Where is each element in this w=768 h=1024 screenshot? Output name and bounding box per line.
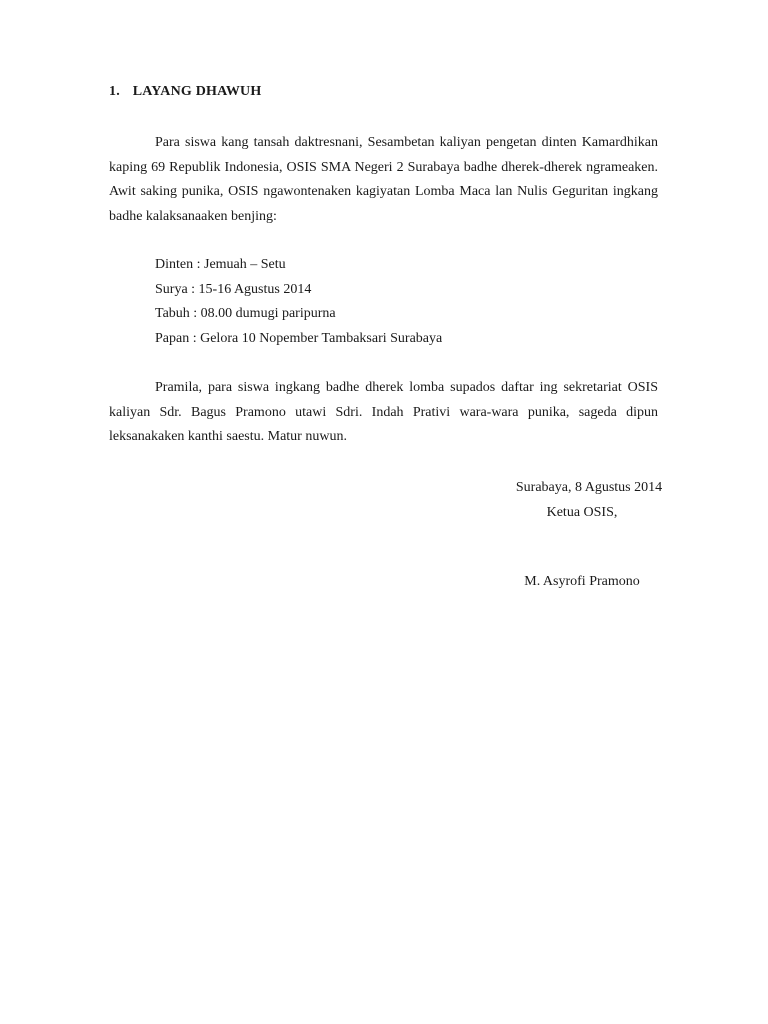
detail-date: Surya : 15-16 Agustus 2014 [155, 281, 312, 297]
signer-name: M. Asyrofi Pramono [524, 574, 640, 589]
detail-venue: Papan : Gelora 10 Nopember Tambaksari Surabaya [155, 330, 443, 346]
place-date: Surabaya, 8 Agustus 2014 [515, 480, 663, 495]
signer-position: Ketua OSIS, [546, 504, 618, 520]
opening-paragraph: Para siswa kang tansah daktresnani, Sesambetan kaliyan pengetan dinten Kamardhikan kaping 69 Republik Indonesia, OSIS SMA Negeri 2 Surabaya badhe dherek-dherek ngrameaken. Awit saking punika, OSIS ngawontenaken kagiyatan Lomba Maca lan Nulis Geguritan ingkang badhe kalaksanaaken benjing: [109, 135, 658, 224]
heading-number: 1. [109, 84, 120, 99]
event-details [155, 253, 442, 351]
letter-heading [109, 84, 261, 100]
detail-time: Tabuh : 08.00 dumugi paripurna [155, 306, 336, 321]
closing-paragraph: Pramila, para siswa ingkang badhe dherek lomba supados daftar ing sekretariat OSIS kaliyan Sdr. Bagus Pramono utawi Sdri. Indah Prativi wara-wara punika, sageda dipun leksanakaken kanthi saestu. Matur nuwun. [109, 380, 658, 444]
detail-day: Dinten : Jemuah – Setu [155, 257, 286, 272]
heading-title: LAYANG DHAWUH [132, 84, 262, 99]
signature-block [470, 476, 694, 525]
